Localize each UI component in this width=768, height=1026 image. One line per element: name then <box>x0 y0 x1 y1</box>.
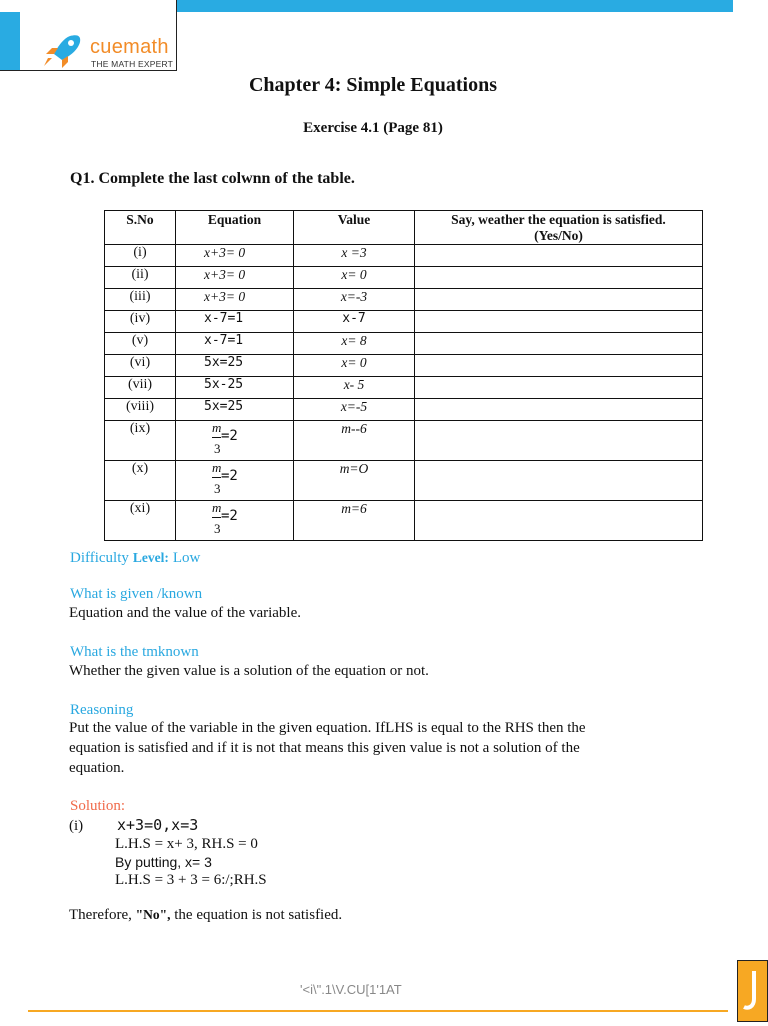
fraction <box>204 461 254 495</box>
row-sno: (xi) <box>105 501 176 541</box>
reasoning-heading: Reasoning <box>70 702 134 718</box>
brand-tagline: THE MATH EXPERT <box>91 59 174 69</box>
table-row <box>105 355 703 377</box>
row-answer-cell[interactable] <box>415 289 703 311</box>
difficulty-line <box>70 549 200 567</box>
row-value: x=-5 <box>294 399 415 421</box>
solution-line-4: L.H.S = 3 + 3 = 6:/;RH.S <box>115 872 267 888</box>
table-row <box>105 289 703 311</box>
row-sno: (i) <box>105 245 176 267</box>
table-row <box>105 245 703 267</box>
fraction-rhs: =2 <box>221 508 238 524</box>
row-equation <box>176 501 294 541</box>
row-equation <box>176 461 294 501</box>
solution-part-label: (i) <box>69 818 84 834</box>
row-sno: (viii) <box>105 399 176 421</box>
row-answer-cell[interactable] <box>415 501 703 541</box>
row-answer-cell[interactable] <box>415 399 703 421</box>
table-header-row <box>105 211 703 245</box>
row-equation: x-7=1 <box>176 333 294 355</box>
row-sno: (ii) <box>105 267 176 289</box>
conclusion-answer: "No", <box>135 907 171 922</box>
unknown-text: Whether the given value is a solution of the equation or not. <box>69 663 429 679</box>
table-row <box>105 501 703 541</box>
footer-line <box>28 1010 728 1012</box>
chapter-title: Chapter 4: Simple Equations <box>248 74 497 96</box>
row-sno: (iv) <box>105 311 176 333</box>
row-answer-cell[interactable] <box>415 333 703 355</box>
row-answer-cell[interactable] <box>415 461 703 501</box>
row-equation: x+3= 0 <box>176 267 294 289</box>
fraction-numerator: m <box>212 460 222 475</box>
reasoning-line-3: equation. <box>69 760 125 776</box>
fraction <box>204 501 254 535</box>
fraction-denominator: 3 <box>214 481 221 496</box>
difficulty-value: Low <box>172 550 201 566</box>
header-yes-no: (Yes/No) <box>534 228 583 243</box>
row-equation: 5x=25 <box>176 399 294 421</box>
given-heading: What is given /known <box>70 586 203 602</box>
row-answer-cell[interactable] <box>415 267 703 289</box>
conclusion-pre: Therefore, <box>69 907 132 923</box>
table-row <box>105 377 703 399</box>
row-equation: 5x-25 <box>176 377 294 399</box>
logo-accent-stripe <box>0 12 20 70</box>
solution-line-3: By putting, x= 3 <box>115 854 212 870</box>
row-value: x= 8 <box>294 333 415 355</box>
reasoning-line-2: equation is satisfied and if it is not that means this given value is not a solution of the <box>69 740 580 756</box>
solution-line-2: L.H.S = x+ 3, RH.S = 0 <box>115 836 258 852</box>
unknown-heading: What is the tmknown <box>70 644 199 660</box>
reasoning-line-1: Put the value of the variable in the given equation. IfLHS is equal to the RHS then the <box>69 720 586 736</box>
row-equation: x+3= 0 <box>176 289 294 311</box>
solution-line-1: x+3=0,x=3 <box>117 816 199 834</box>
table-row <box>105 421 703 461</box>
fraction-numerator: m <box>212 420 222 435</box>
row-value: m=O <box>294 461 415 501</box>
header-satisfied-label: Say, weather the equation is satisfied. <box>451 212 666 227</box>
difficulty-label: Difficulty <box>70 550 129 566</box>
fraction-bar <box>212 477 221 478</box>
fraction-bar <box>212 437 221 438</box>
table-row <box>105 267 703 289</box>
difficulty-level-word: Level: <box>132 550 169 565</box>
row-sno: (iii) <box>105 289 176 311</box>
row-sno: (vii) <box>105 377 176 399</box>
fraction-rhs: =2 <box>221 428 238 444</box>
conclusion-line <box>69 907 342 924</box>
top-accent-bar <box>175 0 733 12</box>
row-value: m=6 <box>294 501 415 541</box>
row-answer-cell[interactable] <box>415 245 703 267</box>
row-sno: (vi) <box>105 355 176 377</box>
fraction-rhs: =2 <box>221 468 238 484</box>
row-value: m--6 <box>294 421 415 461</box>
header-value: Value <box>294 211 415 245</box>
row-equation: x+3= 0 <box>176 245 294 267</box>
row-value: x=-3 <box>294 289 415 311</box>
table-row <box>105 399 703 421</box>
footer-watermark: '<i\".1\V.CU[1'1AT <box>300 982 402 997</box>
given-text: Equation and the value of the variable. <box>69 605 301 621</box>
row-equation: x-7=1 <box>176 311 294 333</box>
table-row <box>105 311 703 333</box>
row-equation: 5x=25 <box>176 355 294 377</box>
fraction-bar <box>212 517 221 518</box>
row-value: x= 0 <box>294 267 415 289</box>
fraction <box>204 421 254 455</box>
table-row <box>105 461 703 501</box>
row-value: x =3 <box>294 245 415 267</box>
row-sno: (x) <box>105 461 176 501</box>
exercise-subtitle: Exercise 4.1 (Page 81) <box>303 120 443 136</box>
row-answer-cell[interactable] <box>415 311 703 333</box>
row-equation <box>176 421 294 461</box>
header-satisfied <box>415 211 703 245</box>
header-sno: S.No <box>105 211 176 245</box>
row-sno: (ix) <box>105 421 176 461</box>
row-answer-cell[interactable] <box>415 355 703 377</box>
conclusion-post: the equation is not satisfied. <box>174 907 343 923</box>
table-row <box>105 333 703 355</box>
row-sno: (v) <box>105 333 176 355</box>
row-answer-cell[interactable] <box>415 421 703 461</box>
corner-hook-icon <box>738 961 767 1021</box>
row-value: x= 0 <box>294 355 415 377</box>
question-text: Q1. Complete the last colwnn of the table. <box>70 170 355 187</box>
brand-name: cuemath <box>90 36 169 58</box>
row-answer-cell[interactable] <box>415 377 703 399</box>
equation-table <box>104 210 703 541</box>
solution-heading: Solution: <box>70 798 126 814</box>
fraction-numerator: m <box>212 500 222 515</box>
fraction-denominator: 3 <box>214 521 221 536</box>
corner-tab <box>737 960 768 1022</box>
rocket-icon <box>40 32 84 70</box>
header-equation: Equation <box>176 211 294 245</box>
fraction-denominator: 3 <box>214 441 221 456</box>
row-value: x-7 <box>294 311 415 333</box>
row-value: x- 5 <box>294 377 415 399</box>
